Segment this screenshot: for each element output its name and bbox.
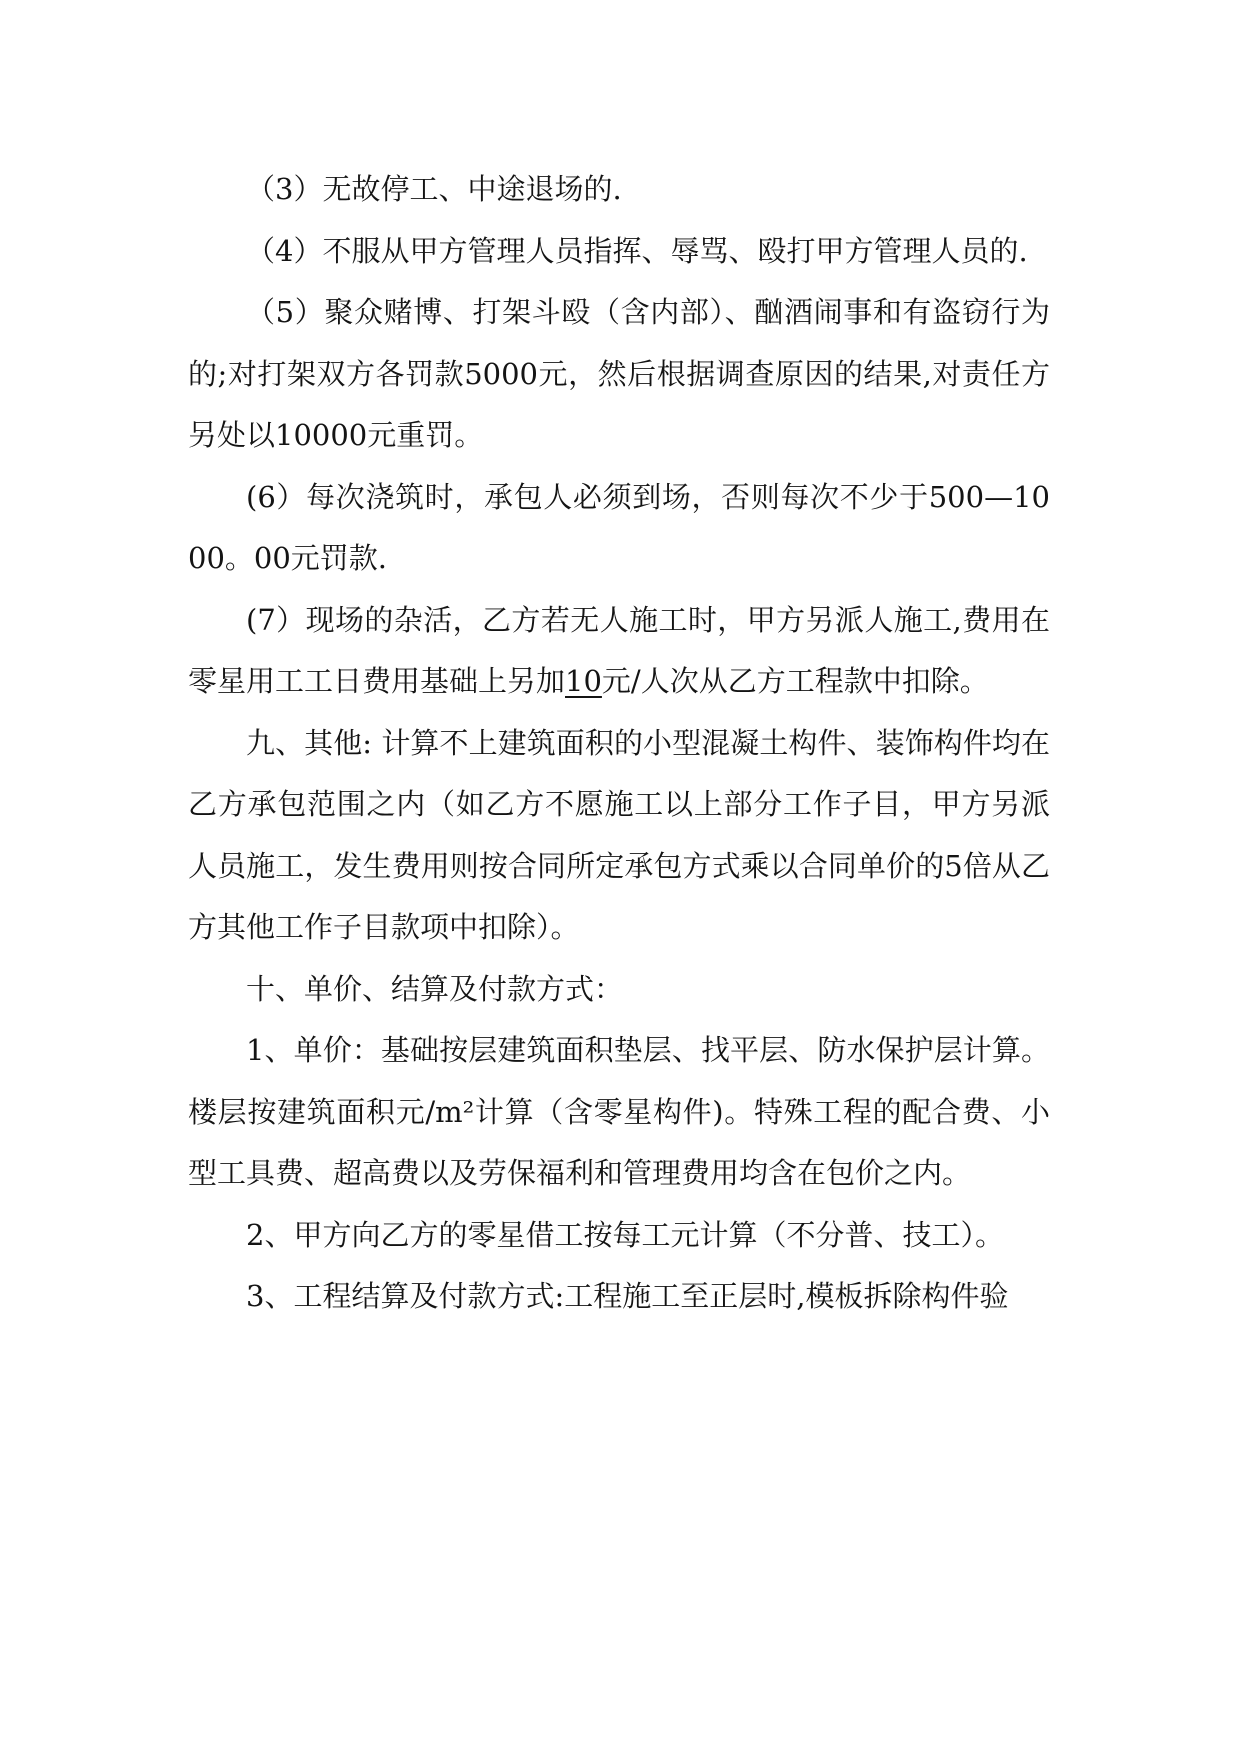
section-9-paragraph: 九、其他: 计算不上建筑面积的小型混凝土构件、装饰构件均在乙方承包范围之内（如乙方不愿施工以上部分工作子目，甲方另派人员施工，发生费用则按合同所定承包方式乘以合同单价的5倍从乙方其他工作子目款项中扣除）。 bbox=[188, 725, 1050, 944]
clause-4-paragraph: （4）不服从甲方管理人员指挥、辱骂、殴打甲方管理人员的. bbox=[246, 233, 1028, 268]
item-1-unit-price-paragraph: 1、单价：基础按层建筑面积垫层、找平层、防水保护层计算。楼层按建筑面积元/m²计算（含零星构件)。特殊工程的配合费、小型工具费、超高费以及劳保福利和管理费用均含在包价之内。 bbox=[188, 1033, 1050, 1190]
clause-5-paragraph: （5）聚众赌博、打架斗殴（含内部）、酗酒闹事和有盗窃行为的;对打架双方各罚款5000元，然后根据调查原因的结果,对责任方另处以10000元重罚。 bbox=[188, 295, 1050, 452]
clause-7-text-before: (7）现场的杂活，乙方若无人施工时，甲方另派人施工,费用在零星用工工日费用基础上另加 bbox=[188, 602, 1050, 698]
item-3-settlement-paragraph: 3、工程结算及付款方式:工程施工至正层时,模板拆除构件验 bbox=[246, 1279, 1009, 1313]
clause-7-text-after: 元/人次从乙方工程款中扣除。 bbox=[601, 664, 989, 698]
clause-6-paragraph: (6）每次浇筑时，承包人必须到场，否则每次不少于500—1000。00元罚款. bbox=[188, 479, 1050, 575]
section-10-heading: 十、单价、结算及付款方式： bbox=[246, 971, 624, 1006]
clause-7-amount-underlined: 10 bbox=[565, 664, 602, 698]
clause-3-paragraph: （3）无故停工、中途退场的. bbox=[246, 172, 622, 206]
item-2-labor-paragraph: 2、甲方向乙方的零星借工按每工元计算（不分普、技工）。 bbox=[246, 1217, 1004, 1252]
clause-7-paragraph bbox=[188, 590, 1050, 713]
document-body bbox=[188, 159, 1050, 1328]
